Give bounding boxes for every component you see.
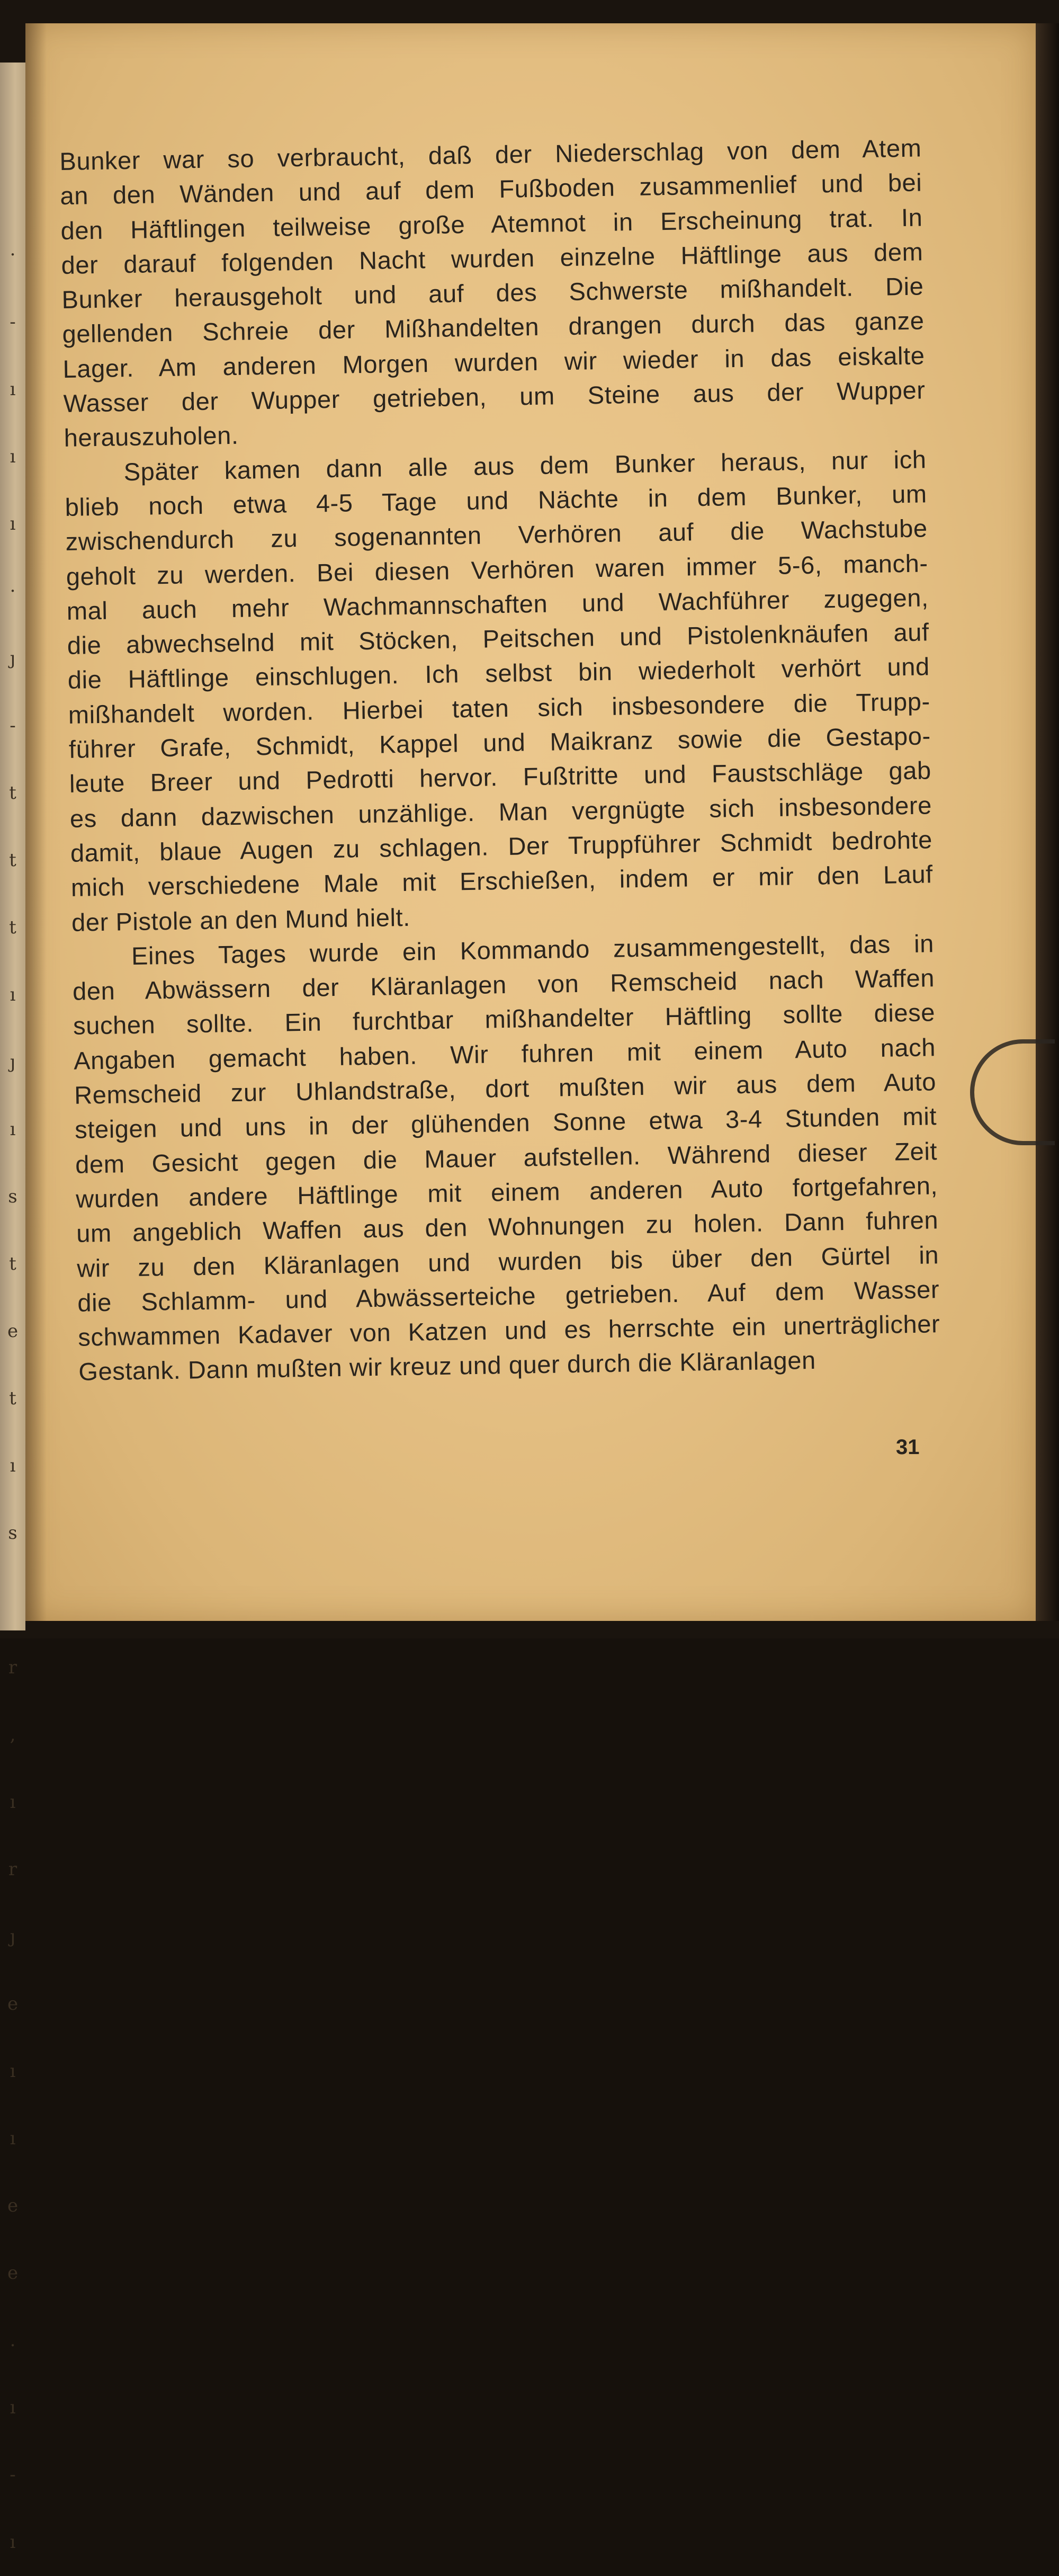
text-line: wir zu den Kläranlagen und wurden bis über den Gürtel in — [76, 1240, 939, 1282]
text-line: es dann dazwischen unzählige. Man vergnügte sich insbesondere — [69, 790, 932, 833]
text-line: die abwechselnd mit Stöcken, Peitschen und Pistolenknäufen auf — [67, 618, 930, 660]
text-line: Eines Tages wurde ein Kommando zusammengestellt, das in — [131, 929, 935, 970]
text-line: geholt zu werden. Bei diesen Verhören waren immer 5-6, manch- — [66, 548, 929, 591]
paragraph — [64, 442, 934, 940]
text-line: Bunker war so verbraucht, daß der Niederschlag von dem Atem — [59, 133, 922, 175]
text-line: Gestank. Dann mußten wir kreuz und quer durch die Kläranlagen — [78, 1346, 816, 1386]
text-line: Lager. Am anderen Morgen wurden wir wieder in das eiskalte — [62, 341, 925, 383]
text-line: Angaben gemacht haben. Wir fuhren mit einem Auto nach — [73, 1032, 936, 1075]
text-line: schwammen Kadaver von Katzen und es herrschte ein unerträglicher — [77, 1309, 940, 1351]
text-line: gellenden Schreie der Mißhandelten drangen durch das ganze — [62, 306, 925, 349]
text-line: um angeblich Waffen aus den Wohnungen zu holen. Dann fuhren — [76, 1206, 939, 1247]
page-right-edge — [1036, 23, 1059, 1621]
text-line: der darauf folgenden Nacht wurden einzelne Häftlinge aus dem — [61, 237, 923, 279]
text-line: mich verschiedene Male mit Erschießen, indem er mir den Lauf — [70, 860, 934, 902]
text-line: Später kamen dann alle aus dem Bunker heraus, nur ich — [123, 445, 927, 486]
text-line: herauszuholen. — [64, 421, 239, 452]
previous-page-edge — [0, 63, 25, 2553]
text-line: mißhandelt worden. Hierbei taten sich insbesondere die Trupp- — [68, 687, 931, 729]
text-line: an den Wänden und auf dem Fußboden zusammenlief und bei — [60, 168, 922, 210]
text-line: damit, blaue Augen zu schlagen. Der Truppführer Schmidt bedrohte — [70, 825, 933, 867]
paragraph — [59, 130, 926, 455]
text-line: mal auch mehr Wachmannschaften und Wachführer zugegen, — [66, 583, 929, 625]
text-line: Remscheid zur Uhlandstraße, dort mußten wir aus dem Auto — [74, 1067, 937, 1109]
text-line: wurden andere Häftlinge mit einem anderen Auto fortgefahren, — [75, 1171, 938, 1213]
text-line: den Abwässern der Kläranlagen von Remscheid nach Waffen — [72, 964, 935, 1005]
binding-shadow — [25, 23, 47, 1621]
text-line: Wasser der Wupper getrieben, um Steine aus der Wupper — [63, 376, 926, 418]
page-number: 31 — [896, 1436, 920, 1459]
text-line: zwischendurch zu sogenannten Verhören auf die Wachstube — [65, 514, 928, 556]
text-line: der Pistole an den Mund hielt. — [71, 903, 411, 937]
text-line: Bunker herausgeholt und auf des Schwerste mißhandelt. Die — [61, 272, 924, 314]
text-line: die Häftlinge einschlugen. Ich selbst bin wiederholt verhört und — [67, 652, 930, 694]
paragraph — [72, 926, 941, 1389]
text-line: leute Breer und Pedrotti hervor. Fußtritte und Faustschläge gab — [69, 756, 932, 798]
text-line: dem Gesicht gegen die Mauer aufstellen. Während dieser Zeit — [75, 1136, 938, 1179]
text-line: den Häftlingen teilweise große Atemnot in Erscheinung trat. In — [60, 203, 923, 245]
text-line: suchen sollte. Ein furchtbar mißhandelter Häftling sollte diese — [73, 998, 936, 1040]
previous-page-text-fragments: · - ı ı ı · ȷ - t t t ı ȷ ı s t e t ı s r , ı r ȷ e ı ı e e . ı - ı — [7, 244, 19, 2553]
text-line: steigen und uns in der glühenden Sonne etwa 3-4 Stunden mit — [74, 1102, 937, 1144]
body-text — [59, 130, 941, 1389]
text-line: blieb noch etwa 4-5 Tage und Nächte in dem Bunker, um — [65, 479, 927, 521]
text-line: führer Grafe, Schmidt, Kappel und Maikranz sowie die Gestapo- — [68, 721, 931, 763]
text-line: die Schlamm- und Abwässerteiche getrieben. Auf dem Wasser — [77, 1274, 940, 1317]
